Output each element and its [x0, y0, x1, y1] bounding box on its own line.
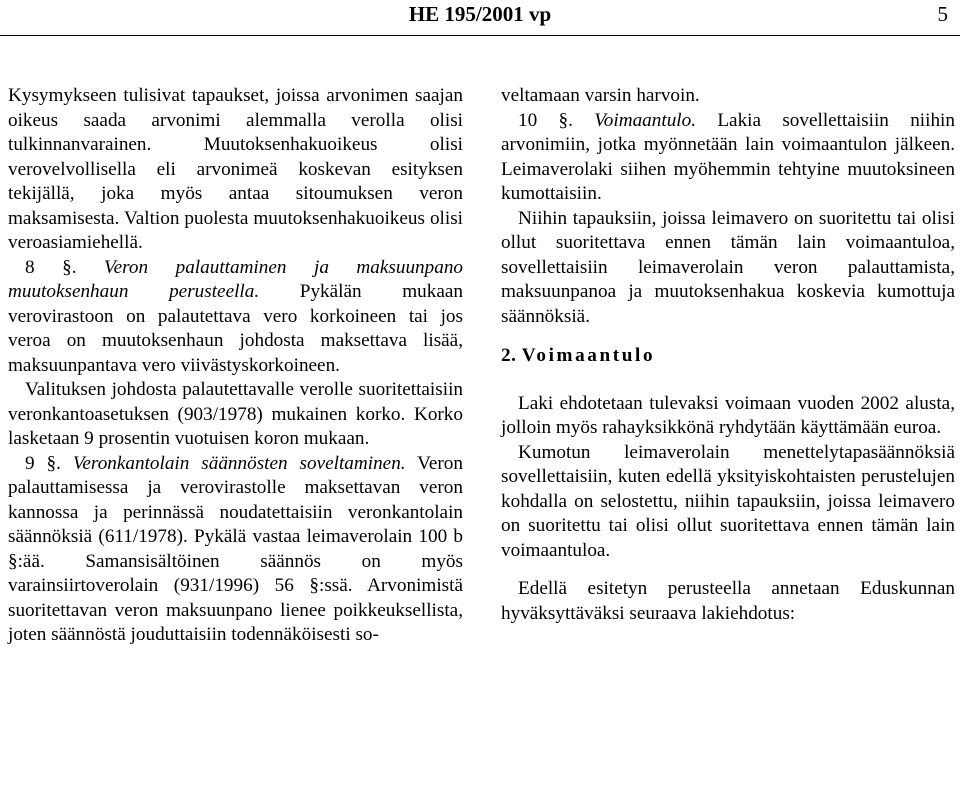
section-title: Voimaantulo.	[594, 109, 697, 131]
paragraph-interest	[8, 378, 463, 452]
paragraph-proposal	[501, 577, 955, 626]
section-heading-title: Voimaantulo	[521, 345, 656, 366]
paragraph-transition	[501, 207, 955, 330]
section-text: Lakia sovellettaisiin niihin arvonimiin, jotka myönnetään lain voimaantulon jälkeen. Leimaverolaki siihen myöhemmin tehtyine muutoksineen kumottaisiin.	[501, 109, 955, 204]
section-heading	[501, 344, 955, 369]
paragraph-text: Valituksen johdosta palautettavalle verolle suoritettaisiin veronkantoasetuksen (903/1978) mukainen korko. Korko lasketaan 9 prosentin vuotuisen koron mukaan.	[8, 379, 463, 449]
paragraph-entry-into-force	[501, 392, 955, 441]
section-heading-number: 2.	[501, 345, 517, 366]
header-rule	[0, 35, 960, 36]
section-title: Veronkantolain säännösten soveltaminen.	[72, 452, 406, 474]
paragraph-text: Kumotun leimaverolain menettelytapasäännöksiä sovellettaisiin, kuten edellä yksityiskohtaisten perustelujen kohdalla on selostettu, niihin tapauksiin, joissa leimavero on suoritettu tai olisi ollut suoritettava ennen tämän lain voimaantuloa.	[501, 441, 955, 561]
paragraph-text: Laki ehdotetaan tulevaksi voimaan vuoden 2002 alusta, jolloin myös rahayksikkönä ryhdytään käyttämään euroa.	[501, 392, 955, 438]
section-8	[8, 256, 463, 379]
document-id: HE 195/2001 vp	[408, 2, 552, 26]
spacer	[501, 563, 955, 577]
paragraph-text: Kysymykseen tulisivat tapaukset, joissa arvonimen saajan oikeus saada arvonimi alemmalla verolla olisi tulkinnanvarainen. Muutoksenhakuoikeus olisi verovelvollisella eli arvonimeä koskevan esityksen tekijällä, joka myös antaa sitoumuksen veron maksamisesta. Valtion puolesta muutoksenhakuoikeus olisi veroasiamiehellä.	[8, 85, 463, 253]
paragraph-text: Edellä esitetyn perusteella annetaan Eduskunnan hyväksyttäväksi seuraava lakiehdotus:	[501, 578, 955, 624]
section-text: Veron palauttamisessa ja verovirastolle maksettavan veron kannossa ja perinnässä noudatettaisiin veronkantolain säännöksiä (611/1978). Pykälä vastaa leimaverolain 100 b §:ää. Samansisältöinen säännös on myös varainsiirtoverolain (931/1996) 56 §:ssä. Arvonimistä suoritettavan veron maksuunpano lienee poikkeuksellista, joten säännöstä jouduttaisiin todennäköisesti so-	[8, 452, 463, 645]
section-number: 8 §.	[25, 256, 77, 278]
right-column	[501, 84, 955, 626]
section-9	[8, 452, 463, 648]
left-column	[8, 84, 463, 648]
page-number: 5	[937, 2, 948, 26]
paragraph-appeal-cases	[8, 84, 463, 256]
paragraph-procedural-rules	[501, 441, 955, 564]
section-text: Pykälän mukaan verovirastoon on palautettava vero korkoineen tai jos veroa on muutoksenhaun johdosta maksettava lisää, maksuunpantava vero viivästyskorkoineen.	[8, 281, 463, 376]
paragraph-text: veltamaan varsin harvoin.	[501, 85, 700, 106]
paragraph-continuation	[501, 84, 955, 109]
page-header	[0, 0, 960, 30]
section-number: 9 §.	[25, 452, 61, 474]
section-10	[501, 109, 955, 207]
section-number: 10 §.	[518, 109, 573, 131]
paragraph-text: Niihin tapauksiin, joissa leimavero on suoritettu tai olisi ollut suoritettava ennen tämän lain voimaantuloa, sovellettaisiin leimaverolain veron palauttamista, maksuunpanoa ja muutoksenhakua koskevia kumottuja säännöksiä.	[501, 207, 955, 327]
section-title: Veron palauttaminen ja maksuunpano muutoksenhaun perusteella.	[8, 256, 464, 302]
